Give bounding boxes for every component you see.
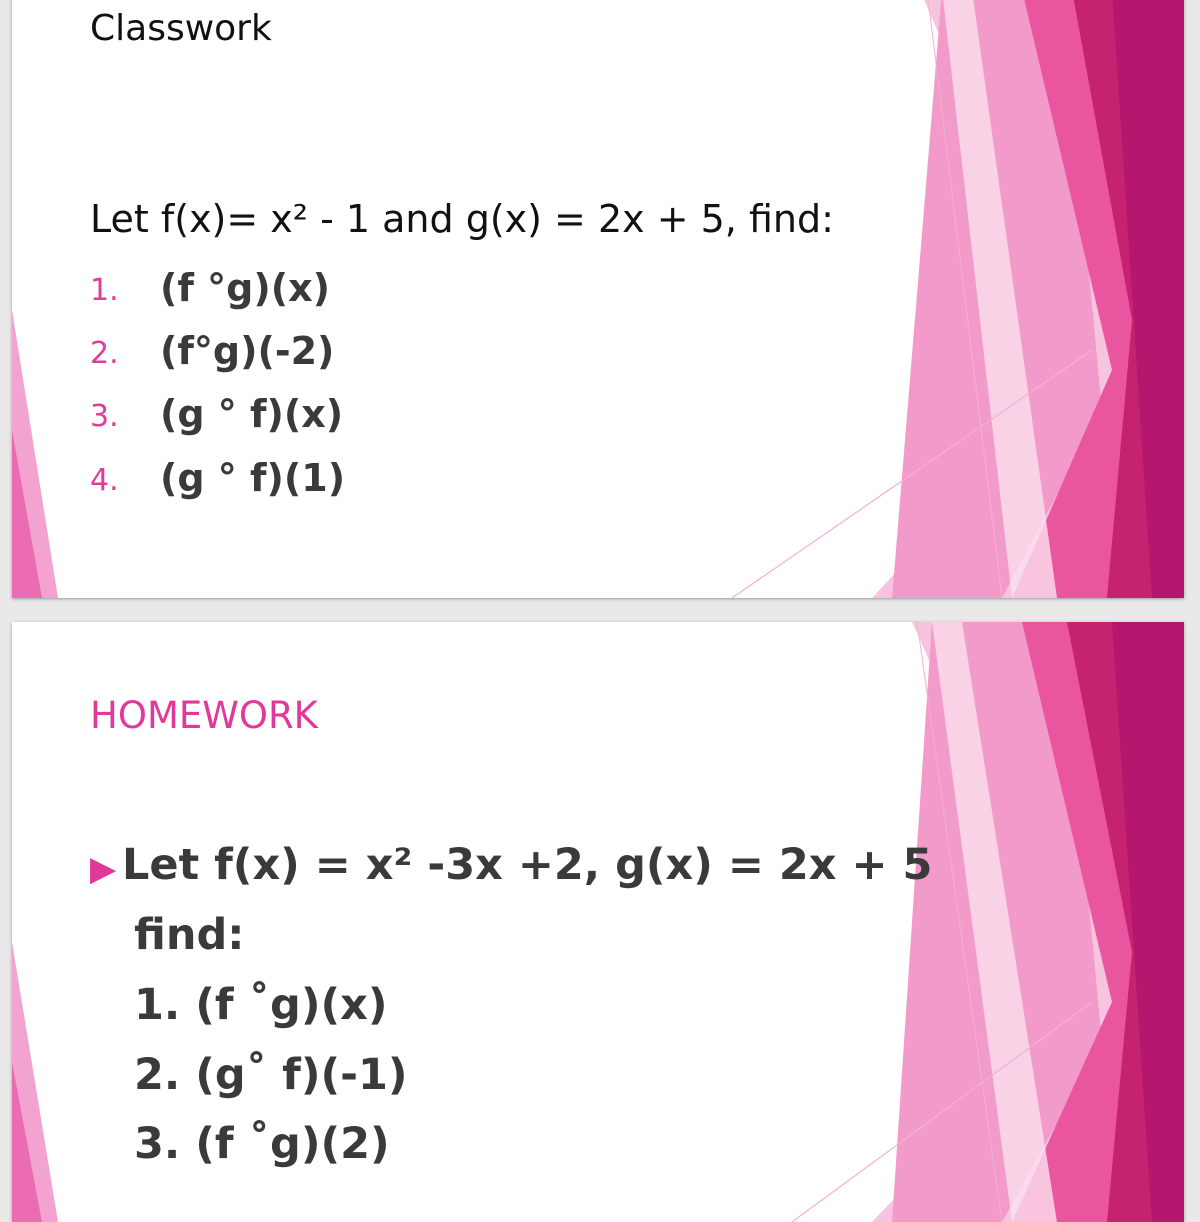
homework-item: 2. (g˚ f)(-1): [134, 1050, 408, 1100]
homework-item: 3. (f ˚g)(2): [134, 1119, 390, 1169]
list-number: 4.: [90, 463, 119, 498]
homework-find-label: find:: [134, 910, 245, 960]
list-item: (g ° f)(x): [160, 392, 344, 436]
homework-function-line: Let f(x) = x² -3x +2, g(x) = 2x + 5: [122, 840, 933, 890]
list-number: 2.: [90, 336, 119, 371]
classwork-slide: [12, 0, 1184, 598]
bullet-arrow-icon: ▶: [90, 849, 117, 889]
list-item: (f°g)(-2): [160, 329, 335, 373]
homework-item: 1. (f ˚g)(x): [134, 980, 388, 1030]
list-item: (g ° f)(1): [160, 456, 346, 500]
list-number: 1.: [90, 273, 119, 308]
page-title: Classwork: [90, 8, 272, 49]
homework-title: HOMEWORK: [90, 694, 318, 737]
problem-intro: Let f(x)= x² - 1 and g(x) = 2x + 5, find:: [90, 197, 834, 241]
list-item: (f °g)(x): [160, 266, 330, 310]
list-number: 3.: [90, 399, 119, 434]
homework-slide: [12, 622, 1184, 1222]
